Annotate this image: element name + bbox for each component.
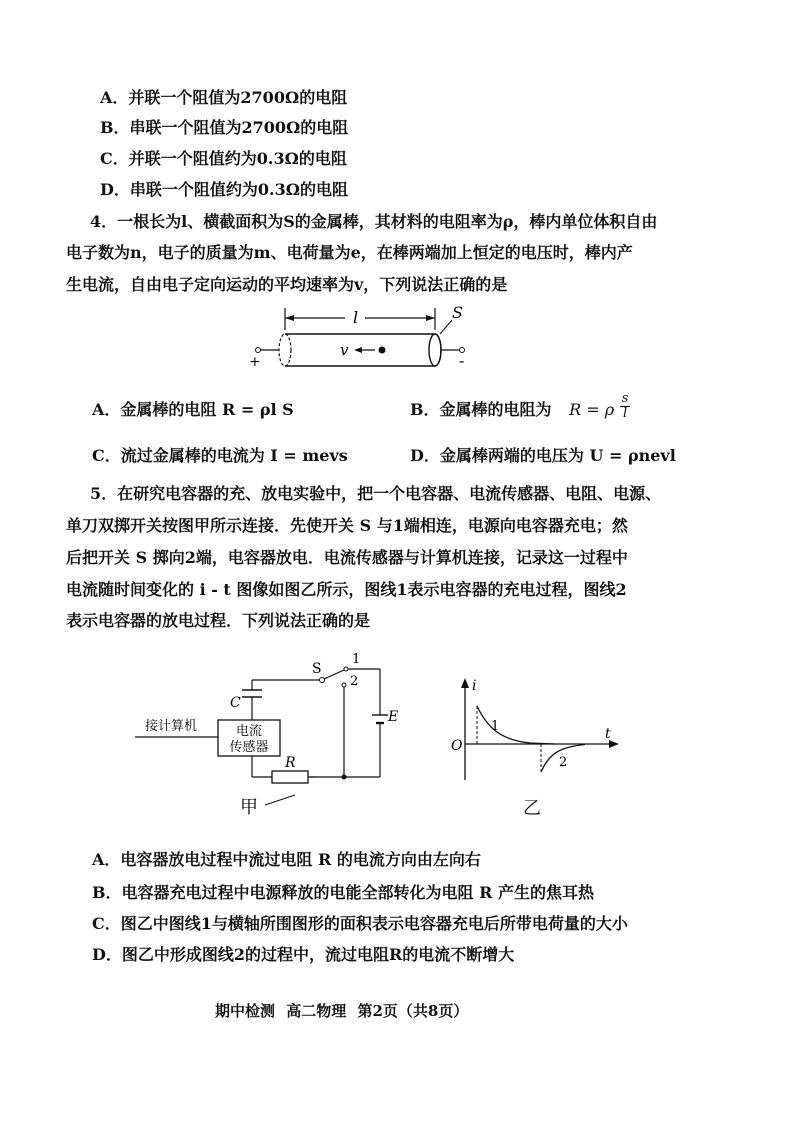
- fraction-denominator: l: [622, 406, 628, 421]
- q4-metal-rod-figure: [240, 300, 480, 370]
- figure-jia-caption: 甲: [240, 797, 258, 818]
- plus-sign: +: [249, 354, 261, 370]
- graph-y-axis-label: i: [472, 678, 477, 694]
- q4-option-b-text: B．金属棒的电阻为: [410, 400, 552, 419]
- q5-option-d: D．图乙中形成图线2的过程中，流过电阻R的电流不断增大: [92, 945, 515, 964]
- graph-origin-label: O: [451, 738, 463, 754]
- q4-option-c: C．流过金属棒的电流为 I = mevs: [92, 446, 348, 465]
- q3-option-c: C．并联一个阻值约为0.3Ω的电阻: [100, 149, 347, 168]
- q5-circuit-figure: [130, 645, 410, 825]
- minus-sign: -: [459, 351, 465, 370]
- figure-yi-caption: 乙: [523, 798, 541, 819]
- graph-x-axis-label: t: [605, 726, 611, 742]
- page-footer: 期中检测 高二物理 第2页（共8页）: [215, 1002, 469, 1020]
- q5-it-graph-figure: [445, 672, 625, 822]
- sensor-label-line1: 电流: [235, 724, 263, 739]
- q4-stem-line1: 4．一根长为l、横截面积为S的金属棒，其材料的电阻率为ρ，棒内单位体积自由: [90, 212, 658, 231]
- q5-stem-line2: 单刀双掷开关按图甲所示连接．先使开关 S 与1端相连，电源向电容器充电；然: [66, 516, 628, 535]
- source-label: E: [388, 709, 399, 725]
- capacitor-label: C: [230, 695, 241, 711]
- q4-option-b-formula: R = ρ: [569, 400, 615, 419]
- q4-option-a: A．金属棒的电阻 R = ρl S: [92, 400, 294, 419]
- q4-option-b-fraction: [620, 392, 631, 421]
- q4-option-d: D．金属棒两端的电压为 U = ρnevl: [410, 446, 676, 465]
- computer-label: 接计算机: [145, 719, 198, 734]
- q5-stem-line4: 电流随时间变化的 i - t 图像如图乙所示，图线1表示电容器的充电过程，图线2: [66, 580, 627, 599]
- q5-stem-line3: 后把开关 S 掷向2端，电容器放电．电流传感器与计算机连接，记录这一过程中: [66, 548, 628, 567]
- fraction-numerator: s: [621, 391, 629, 406]
- resistor-label: R: [285, 755, 296, 771]
- q5-option-c: C．图乙中图线1与横轴所围图形的面积表示电容器充电后所带电荷量的大小: [92, 914, 628, 933]
- q4-stem-line2: 电子数为n，电子的质量为m、电荷量为e，在棒两端加上恒定的电压时，棒内产: [66, 243, 633, 262]
- q3-option-a: A．并联一个阻值为2700Ω的电阻: [100, 88, 348, 107]
- switch-position-2: 2: [350, 674, 359, 689]
- velocity-label: v: [340, 341, 349, 359]
- curve-2-label: 2: [559, 755, 568, 770]
- sensor-label-line2: 传感器: [229, 740, 269, 755]
- q4-stem-line3: 生电流，自由电子定向运动的平均速率为v，下列说法正确的是: [66, 275, 508, 294]
- q3-option-d: D．串联一个阻值约为0.3Ω的电阻: [100, 180, 348, 199]
- q5-option-a: A．电容器放电过程中流过电阻 R 的电流方向由左向右: [92, 850, 481, 869]
- switch-label: S: [312, 661, 322, 677]
- q5-option-b: B．电容器充电过程中电源释放的电能全部转化为电阻 R 产生的焦耳热: [92, 883, 594, 902]
- area-label: S: [452, 303, 463, 322]
- q4-option-b: [410, 391, 630, 421]
- length-label: l: [353, 308, 359, 327]
- q5-stem-line1: 5．在研究电容器的充、放电实验中，把一个电容器、电流传感器、电阻、电源、: [90, 484, 662, 503]
- curve-1-label: 1: [491, 719, 500, 734]
- q5-stem-line5: 表示电容器的放电过程．下列说法正确的是: [66, 611, 371, 630]
- switch-position-1: 1: [352, 652, 361, 667]
- q3-option-b: B．串联一个阻值为2700Ω的电阻: [100, 118, 349, 137]
